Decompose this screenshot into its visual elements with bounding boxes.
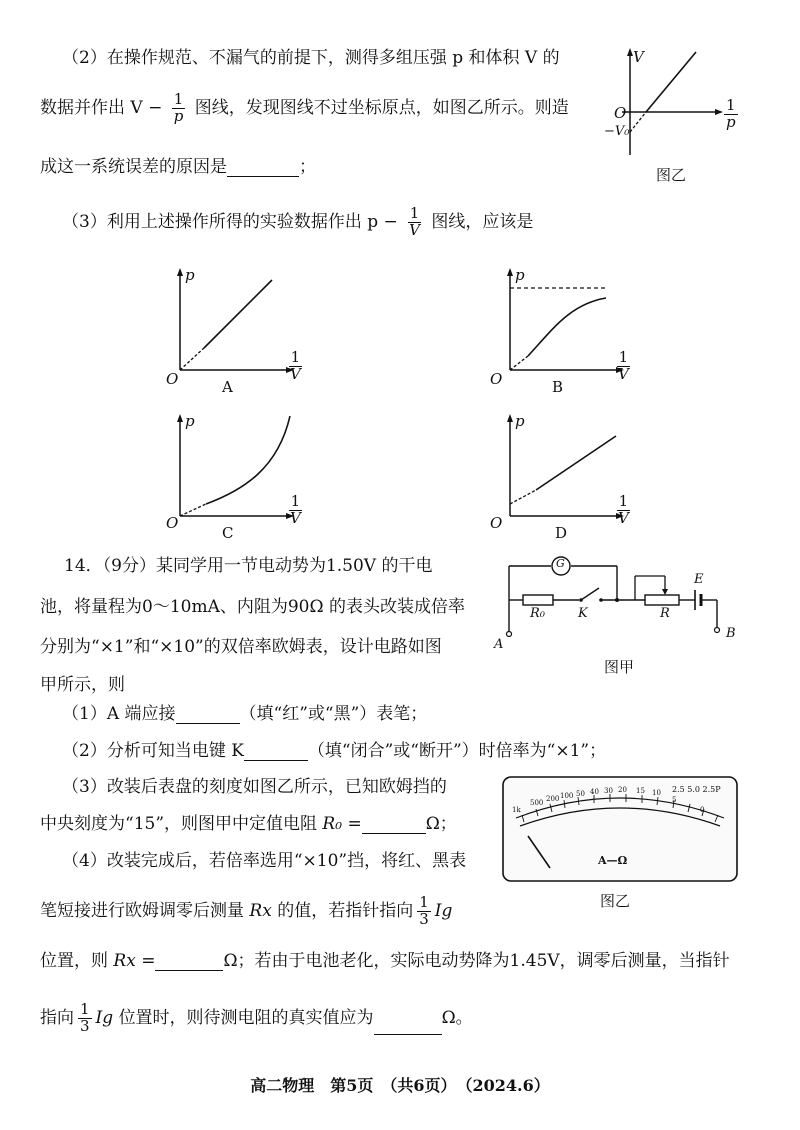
- option-a-x: $\frac{1}{V}$: [290, 348, 301, 383]
- meter-scale-15: 15: [636, 787, 645, 795]
- q3-line: （3）利用上述操作所得的实验数据作出 p − $\frac{1}{V}$ 图线，应该是: [62, 204, 534, 239]
- q14-part4-blank-true[interactable]: [374, 1018, 442, 1035]
- q2-line2: [40, 92, 569, 125]
- q2-answer-blank[interactable]: [227, 160, 299, 177]
- option-graph-a[interactable]: [160, 262, 300, 392]
- q14-part3-line1: （3）改装后表盘的刻度如图乙所示，已知欧姆挡的: [62, 777, 447, 797]
- q14-line3: 分别为“×1”和“×10”的双倍率欧姆表，设计电路如图: [40, 637, 442, 657]
- option-a-letter[interactable]: A: [222, 378, 233, 396]
- option-b-origin: O: [490, 370, 503, 388]
- option-a-origin: O: [166, 370, 179, 388]
- meter-scale-10: 10: [652, 789, 661, 797]
- option-b-y: p: [515, 266, 525, 284]
- option-d-y: p: [515, 412, 525, 430]
- meter-scale-50: 50: [576, 790, 585, 798]
- q14-part4-line3: 位置，则 Rx = Ω；若由于电池老化，实际电动势降为1.45V，调零后测量，当指针: [40, 951, 730, 971]
- option-c-origin: O: [166, 514, 179, 532]
- meter-scale-100: 100: [560, 792, 574, 800]
- q3-fraction: $\frac{1}{V}$: [409, 204, 420, 239]
- option-d-x: $\frac{1}{V}$: [618, 492, 629, 527]
- q14-part2-blank[interactable]: [244, 744, 308, 761]
- q2-graph-y-label: V: [633, 48, 644, 66]
- option-a-y: p: [185, 266, 195, 284]
- q2-line2-end: 图线，发现图线不过坐标原点，如图乙所示。则造: [194, 97, 569, 118]
- circuit-caption: 图甲: [604, 658, 635, 676]
- option-d-letter[interactable]: D: [555, 524, 568, 542]
- circuit-label-g: G: [556, 557, 565, 570]
- meter-scale-1k: 1k: [512, 806, 521, 814]
- q2-graph-x-label: $\frac{1}{p}$: [726, 96, 736, 131]
- q14-part1: （1）A 端应接 （填“红”或“黑”）表笔；: [62, 704, 428, 724]
- meter-top-right: 2.5 5.0 2.5P: [672, 785, 721, 794]
- q14-line1: 14．（9分）某同学用一节电动势为1.50V 的干电: [64, 556, 433, 576]
- meter-scale-0: 0: [700, 806, 705, 814]
- q14-line4: 甲所示，则: [40, 675, 125, 695]
- meter-label: A—Ω: [598, 854, 628, 867]
- q14-part1-blank[interactable]: [176, 707, 240, 724]
- q14-part3-line2: 中央刻度为“15”，则图甲中定值电阻 R₀ = Ω；: [40, 814, 457, 834]
- circuit-label-r: R: [660, 606, 670, 621]
- q14-fraction-one-third: $\frac{1}{3}$: [419, 893, 429, 928]
- q14-fraction-one-third-2: $\frac{1}{3}$: [80, 1000, 90, 1035]
- q2-line1: （2）在操作规范、不漏气的前提下，测得多组压强 p 和体积 V 的: [62, 48, 560, 68]
- q14-part4-blank-rx[interactable]: [155, 954, 223, 971]
- q2-graph-origin: O: [614, 104, 627, 122]
- circuit-diagram: [495, 548, 745, 658]
- q2-fraction: $\frac{1}{p}$: [173, 90, 184, 125]
- option-b-x: $\frac{1}{V}$: [618, 348, 629, 383]
- option-c-letter[interactable]: C: [222, 524, 234, 542]
- meter-scale-5: 5: [672, 796, 677, 804]
- meter-scale-40: 40: [590, 788, 599, 796]
- option-b-letter[interactable]: B: [552, 378, 564, 396]
- q14-part4-line4: 指向 $\frac{1}{3}$ Ig 位置时，则待测电阻的真实值应为 Ω。: [40, 1000, 473, 1035]
- option-graph-d[interactable]: [490, 408, 630, 538]
- option-c-y: p: [185, 412, 195, 430]
- page-footer: 高二物理 第5页 （共6页） （2024.6）: [250, 1076, 550, 1095]
- option-d-origin: O: [490, 514, 503, 532]
- meter-scale-500: 500: [530, 799, 544, 807]
- circuit-label-a: A: [494, 637, 504, 652]
- meter-caption: 图乙: [600, 892, 631, 910]
- q14-line2: 池，将量程为0～10mA、内阻为90Ω 的表头改装成倍率: [40, 597, 465, 617]
- q2-graph-intercept: −V₀: [604, 124, 630, 139]
- q14-part4-line2: 笔短接进行欧姆调零后测量 Rx 的值，若指针指向 $\frac{1}{3}$ Ig: [40, 893, 453, 928]
- meter-scale-30: 30: [604, 787, 613, 795]
- meter-scale-200: 200: [546, 795, 560, 803]
- q14-part3-blank[interactable]: [362, 817, 426, 834]
- q14-part4-line1: （4）改装完成后，若倍率选用“×10”挡，将红、黑表: [62, 851, 467, 871]
- option-graph-c[interactable]: [160, 408, 300, 538]
- option-c-x: $\frac{1}{V}$: [290, 492, 301, 527]
- circuit-label-b: B: [726, 626, 736, 641]
- q2-line2-start: 数据并作出 V −: [40, 97, 163, 118]
- q14-part2: （2）分析可知当电键 K （填“闭合”或“断开”）时倍率为“×1”；: [62, 741, 607, 761]
- circuit-label-k: K: [578, 606, 588, 621]
- meter-scale-20: 20: [618, 786, 627, 794]
- circuit-label-r0: R₀: [530, 606, 545, 621]
- circuit-label-e: E: [694, 572, 704, 587]
- q2-figure-caption: 图乙: [656, 166, 687, 184]
- q2-line3: 成这一系统误差的原因是 ；: [40, 157, 316, 177]
- option-graph-b[interactable]: [490, 262, 630, 392]
